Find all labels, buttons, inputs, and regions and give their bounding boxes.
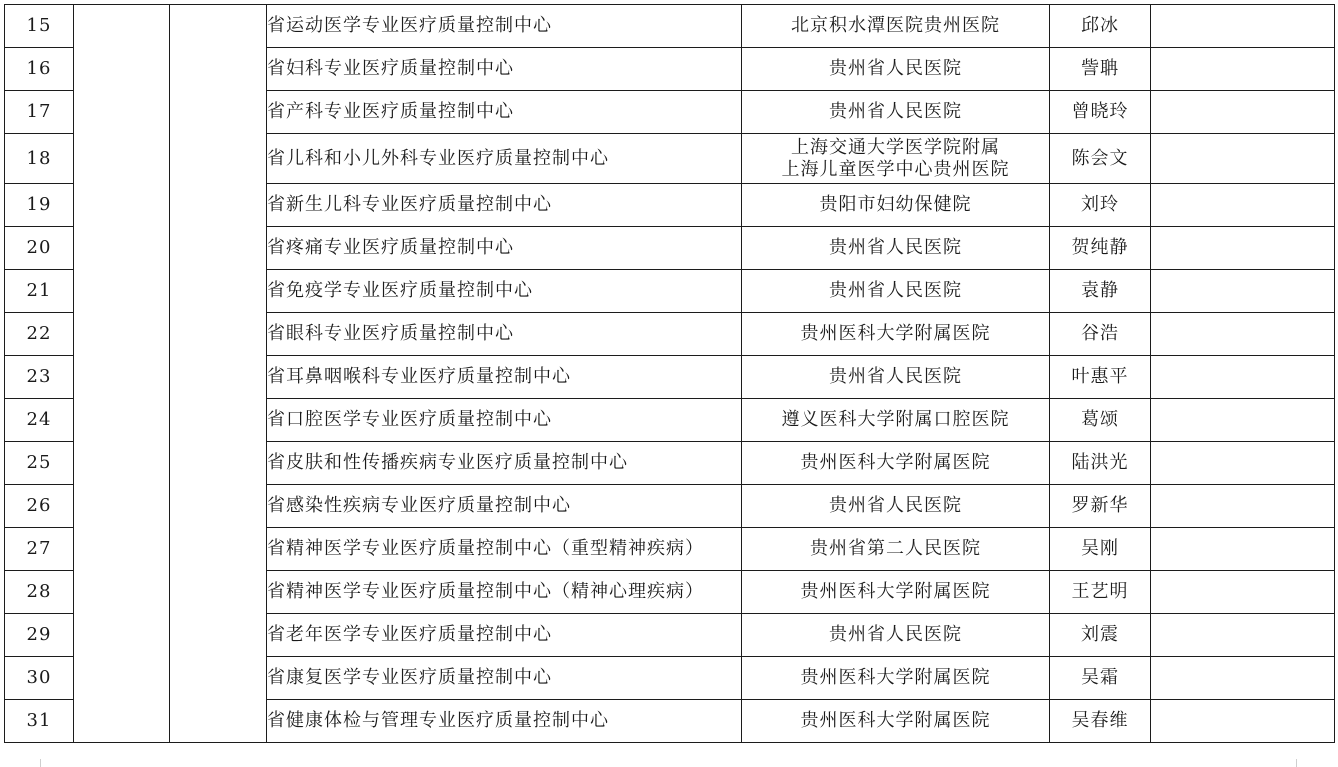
center-name: 省妇科专业医疗质量控制中心 xyxy=(267,48,742,91)
host-hospital xyxy=(742,571,1050,614)
remarks-cell xyxy=(1151,657,1335,700)
remarks-cell xyxy=(1151,227,1335,270)
center-name: 省免疫学专业医疗质量控制中心 xyxy=(267,270,742,313)
row-number: 21 xyxy=(5,270,74,313)
host-hospital xyxy=(742,442,1050,485)
director-name: 陈会文 xyxy=(1050,134,1151,184)
row-number: 20 xyxy=(5,227,74,270)
hospital-line: 贵州省人民医院 xyxy=(829,58,962,79)
hospital-line: 贵州省人民医院 xyxy=(829,101,962,122)
row-number: 15 xyxy=(5,5,74,48)
center-name: 省老年医学专业医疗质量控制中心 xyxy=(267,614,742,657)
hospital-line: 遵义医科大学附属口腔医院 xyxy=(781,409,1010,430)
remarks-cell xyxy=(1151,442,1335,485)
director-name: 叶惠平 xyxy=(1050,356,1151,399)
director-name: 曾晓玲 xyxy=(1050,91,1151,134)
hospital-line: 贵州医科大学附属医院 xyxy=(800,667,991,688)
remarks-cell xyxy=(1151,91,1335,134)
center-name: 省精神医学专业医疗质量控制中心（精神心理疾病） xyxy=(267,571,742,614)
remarks-cell xyxy=(1151,5,1335,48)
row-number: 28 xyxy=(5,571,74,614)
remarks-cell xyxy=(1151,700,1335,743)
host-hospital xyxy=(742,399,1050,442)
row-number: 17 xyxy=(5,91,74,134)
director-name: 刘玲 xyxy=(1050,184,1151,227)
page-edge-mark xyxy=(40,759,41,767)
director-name: 葛颂 xyxy=(1050,399,1151,442)
director-name: 訾聃 xyxy=(1050,48,1151,91)
table-body xyxy=(5,5,1335,743)
center-name: 省康复医学专业医疗质量控制中心 xyxy=(267,657,742,700)
center-name: 省疼痛专业医疗质量控制中心 xyxy=(267,227,742,270)
hospital-line: 上海儿童医学中心贵州医院 xyxy=(781,158,1010,180)
center-name: 省耳鼻咽喉科专业医疗质量控制中心 xyxy=(267,356,742,399)
remarks-cell xyxy=(1151,48,1335,91)
row-number: 27 xyxy=(5,528,74,571)
host-hospital xyxy=(742,313,1050,356)
host-hospital xyxy=(742,227,1050,270)
hospital-line: 贵州医科大学附属医院 xyxy=(800,323,991,344)
director-name: 袁静 xyxy=(1050,270,1151,313)
director-name: 邱冰 xyxy=(1050,5,1151,48)
director-name: 陆洪光 xyxy=(1050,442,1151,485)
page-edge-mark xyxy=(1296,759,1297,767)
director-name: 王艺明 xyxy=(1050,571,1151,614)
hospital-line: 贵州省人民医院 xyxy=(829,624,962,645)
hospital-line: 贵州省人民医院 xyxy=(829,237,962,258)
director-name: 吴霜 xyxy=(1050,657,1151,700)
host-hospital xyxy=(742,528,1050,571)
remarks-cell xyxy=(1151,614,1335,657)
director-name: 吴刚 xyxy=(1050,528,1151,571)
host-hospital xyxy=(742,356,1050,399)
center-name: 省健康体检与管理专业医疗质量控制中心 xyxy=(267,700,742,743)
center-name: 省产科专业医疗质量控制中心 xyxy=(267,91,742,134)
hospital-line: 贵州省人民医院 xyxy=(829,495,962,516)
hospital-line: 贵阳市妇幼保健院 xyxy=(819,194,972,215)
remarks-cell xyxy=(1151,528,1335,571)
row-number: 16 xyxy=(5,48,74,91)
row-number: 30 xyxy=(5,657,74,700)
merged-category-cell xyxy=(74,5,170,743)
remarks-cell xyxy=(1151,134,1335,184)
quality-control-center-table xyxy=(4,4,1335,743)
center-name: 省口腔医学专业医疗质量控制中心 xyxy=(267,399,742,442)
hospital-line: 贵州省人民医院 xyxy=(829,280,962,301)
director-name: 刘震 xyxy=(1050,614,1151,657)
center-name: 省新生儿科专业医疗质量控制中心 xyxy=(267,184,742,227)
hospital-line: 贵州省人民医院 xyxy=(829,366,962,387)
host-hospital xyxy=(742,700,1050,743)
center-name: 省精神医学专业医疗质量控制中心（重型精神疾病） xyxy=(267,528,742,571)
hospital-line: 上海交通大学医学院附属 xyxy=(791,136,1000,158)
host-hospital xyxy=(742,48,1050,91)
host-hospital xyxy=(742,485,1050,528)
hospital-line: 贵州省第二人民医院 xyxy=(810,538,981,559)
remarks-cell xyxy=(1151,399,1335,442)
remarks-cell xyxy=(1151,356,1335,399)
host-hospital xyxy=(742,5,1050,48)
row-number: 31 xyxy=(5,700,74,743)
host-hospital xyxy=(742,91,1050,134)
hospital-line: 贵州医科大学附属医院 xyxy=(800,452,991,473)
row-number: 19 xyxy=(5,184,74,227)
center-name: 省眼科专业医疗质量控制中心 xyxy=(267,313,742,356)
remarks-cell xyxy=(1151,184,1335,227)
center-name: 省感染性疾病专业医疗质量控制中心 xyxy=(267,485,742,528)
host-hospital xyxy=(742,270,1050,313)
center-name: 省儿科和小儿外科专业医疗质量控制中心 xyxy=(267,134,742,184)
director-name: 谷浩 xyxy=(1050,313,1151,356)
hospital-line: 北京积水潭医院贵州医院 xyxy=(791,15,1000,36)
table-row xyxy=(5,5,1335,48)
center-name: 省运动医学专业医疗质量控制中心 xyxy=(267,5,742,48)
hospital-line: 贵州医科大学附属医院 xyxy=(800,581,991,602)
row-number: 24 xyxy=(5,399,74,442)
row-number: 18 xyxy=(5,134,74,184)
row-number: 29 xyxy=(5,614,74,657)
hospital-line: 贵州医科大学附属医院 xyxy=(800,710,991,731)
host-hospital xyxy=(742,134,1050,184)
merged-subcategory-cell xyxy=(170,5,267,743)
host-hospital xyxy=(742,184,1050,227)
director-name: 罗新华 xyxy=(1050,485,1151,528)
remarks-cell xyxy=(1151,313,1335,356)
row-number: 25 xyxy=(5,442,74,485)
remarks-cell xyxy=(1151,485,1335,528)
row-number: 23 xyxy=(5,356,74,399)
center-name: 省皮肤和性传播疾病专业医疗质量控制中心 xyxy=(267,442,742,485)
director-name: 吴春维 xyxy=(1050,700,1151,743)
host-hospital xyxy=(742,614,1050,657)
host-hospital xyxy=(742,657,1050,700)
remarks-cell xyxy=(1151,571,1335,614)
director-name: 贺纯静 xyxy=(1050,227,1151,270)
remarks-cell xyxy=(1151,270,1335,313)
row-number: 22 xyxy=(5,313,74,356)
row-number: 26 xyxy=(5,485,74,528)
